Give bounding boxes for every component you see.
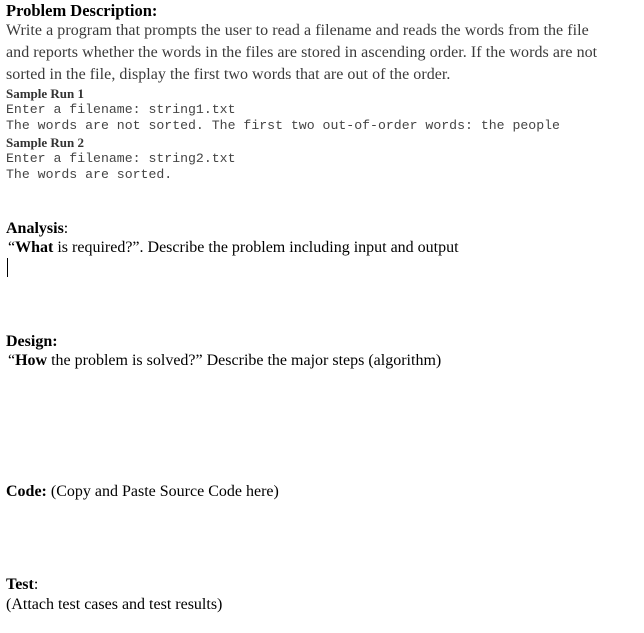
- design-prompt: [8, 352, 441, 370]
- sample-run-1-line-2: The words are not sorted. The first two out-of-order words: the people: [6, 118, 560, 133]
- analysis-colon: :: [63, 220, 69, 237]
- analysis-prompt: [8, 239, 459, 257]
- analysis-open-quote: “: [8, 239, 16, 256]
- sample-run-2-label: Sample Run 2: [6, 135, 85, 150]
- test-heading: [6, 576, 38, 594]
- test-instruction: (Attach test cases and test results): [6, 596, 223, 613]
- problem-description-line-3: sorted in the file, display the first two words that are out of the order.: [6, 66, 451, 83]
- code-instruction: (Copy and Paste Source Code here): [46, 483, 279, 500]
- analysis-prompt-rest: is required?”. Describe the problem including input and output: [53, 239, 459, 256]
- sample-run-2-line-2: The words are sorted.: [6, 167, 173, 182]
- problem-description-heading: Problem Description:: [6, 1, 158, 20]
- analysis-heading: [6, 220, 68, 238]
- design-open-quote: “: [8, 352, 16, 369]
- design-prompt-rest: the problem is solved?” Describe the major steps (algorithm): [47, 352, 442, 369]
- test-colon: :: [33, 576, 39, 593]
- analysis-prompt-bold: What: [15, 239, 54, 256]
- analysis-title: Analysis: [6, 220, 64, 237]
- code-title: Code:: [6, 483, 47, 500]
- design-heading: Design:: [6, 333, 58, 350]
- problem-description-line-1: Write a program that prompts the user to read a filename and reads the words from the file: [6, 22, 589, 39]
- code-heading: [6, 483, 279, 501]
- test-title: Test: [6, 576, 34, 593]
- sample-run-1-label: Sample Run 1: [6, 86, 85, 101]
- problem-description-line-2: and reports whether the words in the files are stored in ascending order. If the words are not: [6, 44, 598, 61]
- sample-run-1-line-1: Enter a filename: string1.txt: [6, 102, 236, 117]
- text-cursor: [7, 258, 8, 277]
- sample-run-2-line-1: Enter a filename: string2.txt: [6, 151, 236, 166]
- design-prompt-bold: How: [15, 352, 48, 369]
